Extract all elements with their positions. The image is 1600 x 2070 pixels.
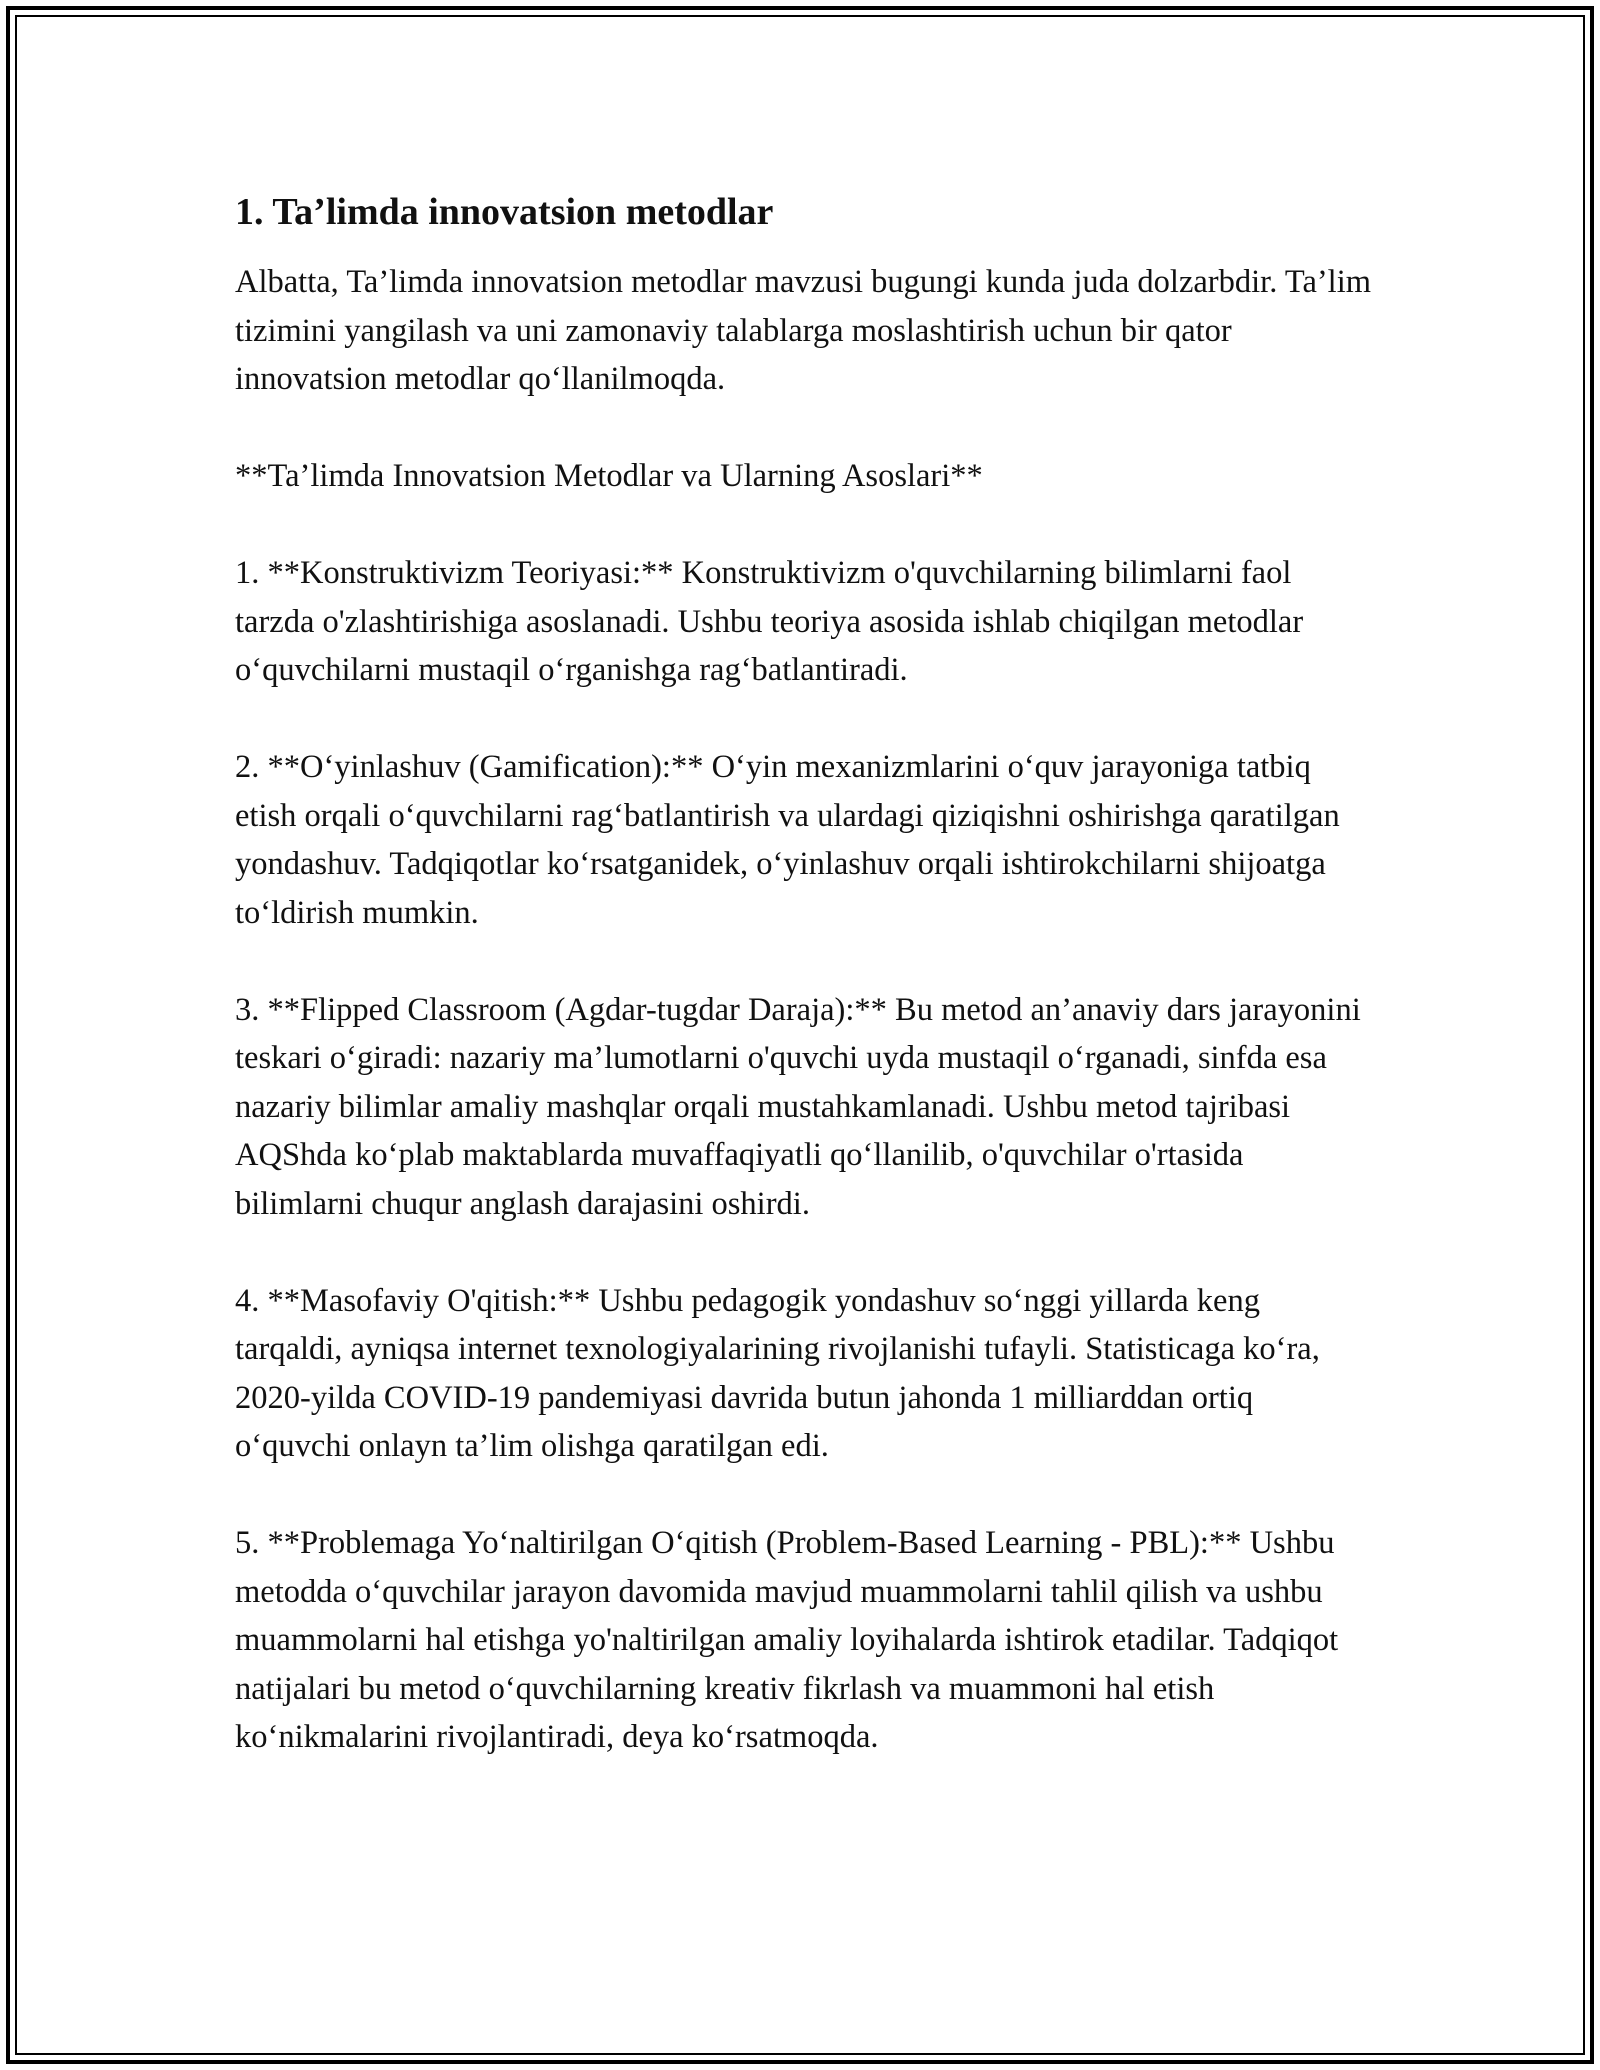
- method-distance-learning-paragraph: 4. **Masofaviy O'qitish:** Ushbu pedagogik yondashuv so‘nggi yillarda keng tarqaldi, ayniqsa internet texnologiyalarining rivojlanishi tufayli. Statisticaga ko‘ra, 2020-yilda COVID-19 pandemiyasi davrida butun jahonda 1 milliarddan ortiq o‘quvchi onlayn ta’lim olishga qaratilgan edi.: [235, 1282, 1320, 1464]
- document-title: 1. Ta’limda innovatsion metodlar: [235, 191, 774, 233]
- document-body: [235, 186, 1375, 1810]
- method-flipped-classroom-paragraph: 3. **Flipped Classroom (Agdar-tugdar Daraja):** Bu metod an’anaviy dars jarayonini teskari o‘giradi: nazariy ma’lumotlarni o'quvchi uyda mustaqil o‘rganadi, sinfda esa nazariy bilimlar amaliy mashqlar orqali mustahkamlanadi. Ushbu metod tajribasi AQShda ko‘plab maktablarda muvaffaqiyatli qo‘llanilib, o'quvchilar o'rtasida bilimlarni chuqur anglash darajasini oshirdi.: [235, 991, 1361, 1222]
- intro-paragraph: Albatta, Ta’limda innovatsion metodlar mavzusi bugungi kunda juda dolzarbdir. Ta’lim tizimini yangilash va uni zamonaviy talablarga moslashtirish uchun bir qator innovatsion metodlar qo‘llanilmoqda.: [235, 264, 1372, 397]
- method-konstruktivizm-paragraph: 1. **Konstruktivizm Teoriyasi:** Konstruktivizm o'quvchilarning bilimlarni faol tarzda o'zlashtirishiga asoslanadi. Ushbu teoriya asosida ishlab chiqilgan metodlar o‘quvchilarni mustaqil o‘rganishga rag‘batlantiradi.: [235, 555, 1304, 688]
- method-gamification-paragraph: 2. **O‘yinlashuv (Gamification):** O‘yin mexanizmlarini o‘quv jarayoniga tatbiq etish orqali o‘quvchilarni rag‘batlantirish va ulardagi qiziqishni oshirishga qaratilgan yondashuv. Tadqiqotlar ko‘rsatganidek, o‘yinlashuv orqali ishtirokchilarni shijoatga to‘ldirish mumkin.: [235, 749, 1340, 931]
- method-pbl-paragraph: 5. **Problemaga Yo‘naltirilgan O‘qitish (Problem-Based Learning - PBL):** Ushbu metodda o‘quvchilar jarayon davomida mavjud muammolarni tahlil qilish va ushbu muammolarni hal etishga yo'naltirilgan amaliy loyihalarda ishtirok etadilar. Tadqiqot natijalari bu metod o‘quvchilarning kreativ fikrlash va muammoni hal etish ko‘nikmalarini rivojlantiradi, deya ko‘rsatmoqda.: [235, 1525, 1339, 1755]
- section-heading-paragraph: **Ta’limda Innovatsion Metodlar va Ularning Asoslari**: [235, 458, 983, 494]
